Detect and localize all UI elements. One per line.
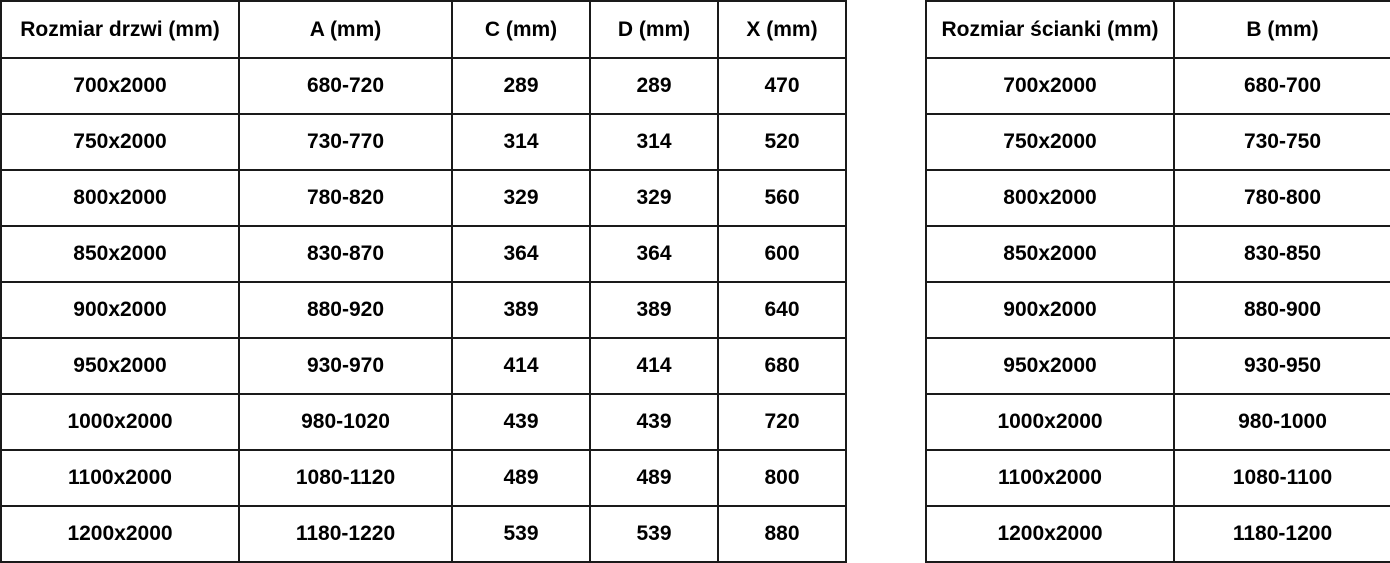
cell-wall-size: 1100x2000 xyxy=(926,450,1174,506)
cell-d: 414 xyxy=(590,338,718,394)
cell-c: 414 xyxy=(452,338,590,394)
cell-wall-size: 750x2000 xyxy=(926,114,1174,170)
cell-b: 930-950 xyxy=(1174,338,1390,394)
cell-b: 880-900 xyxy=(1174,282,1390,338)
cell-x: 520 xyxy=(718,114,846,170)
cell-a: 730-770 xyxy=(239,114,452,170)
cell-wall-size: 1200x2000 xyxy=(926,506,1174,562)
table-row xyxy=(1,450,846,506)
cell-c: 314 xyxy=(452,114,590,170)
table-row xyxy=(926,226,1390,282)
column-header-x: X (mm) xyxy=(718,1,846,58)
table-row xyxy=(1,58,846,114)
cell-door-size: 700x2000 xyxy=(1,58,239,114)
cell-a: 980-1020 xyxy=(239,394,452,450)
cell-door-size: 1100x2000 xyxy=(1,450,239,506)
cell-wall-size: 800x2000 xyxy=(926,170,1174,226)
doors-table-head xyxy=(1,1,846,58)
cell-c: 389 xyxy=(452,282,590,338)
column-header-b: B (mm) xyxy=(1174,1,1390,58)
cell-d: 329 xyxy=(590,170,718,226)
cell-c: 439 xyxy=(452,394,590,450)
table-row xyxy=(1,394,846,450)
cell-x: 680 xyxy=(718,338,846,394)
table-row xyxy=(1,114,846,170)
cell-a: 930-970 xyxy=(239,338,452,394)
cell-door-size: 1200x2000 xyxy=(1,506,239,562)
table-row xyxy=(926,114,1390,170)
table-row xyxy=(926,58,1390,114)
table-row xyxy=(1,338,846,394)
cell-a: 880-920 xyxy=(239,282,452,338)
cell-wall-size: 900x2000 xyxy=(926,282,1174,338)
table-row xyxy=(926,506,1390,562)
table-row xyxy=(1,170,846,226)
cell-b: 1080-1100 xyxy=(1174,450,1390,506)
cell-a: 780-820 xyxy=(239,170,452,226)
cell-wall-size: 700x2000 xyxy=(926,58,1174,114)
cell-a: 1080-1120 xyxy=(239,450,452,506)
cell-x: 470 xyxy=(718,58,846,114)
table-row xyxy=(1,282,846,338)
cell-c: 289 xyxy=(452,58,590,114)
cell-door-size: 1000x2000 xyxy=(1,394,239,450)
cell-a: 1180-1220 xyxy=(239,506,452,562)
table-row xyxy=(926,450,1390,506)
cell-c: 364 xyxy=(452,226,590,282)
column-header-wall-size: Rozmiar ścianki (mm) xyxy=(926,1,1174,58)
cell-c: 489 xyxy=(452,450,590,506)
cell-wall-size: 850x2000 xyxy=(926,226,1174,282)
table-row xyxy=(926,282,1390,338)
column-header-door-size: Rozmiar drzwi (mm) xyxy=(1,1,239,58)
cell-door-size: 900x2000 xyxy=(1,282,239,338)
wall-dimensions-table-wrapper xyxy=(925,0,1390,545)
table-header-row xyxy=(926,1,1390,58)
table-row xyxy=(1,226,846,282)
cell-d: 289 xyxy=(590,58,718,114)
wall-table-body xyxy=(926,58,1390,562)
column-header-d: D (mm) xyxy=(590,1,718,58)
cell-c: 539 xyxy=(452,506,590,562)
table-header-row xyxy=(1,1,846,58)
cell-a: 680-720 xyxy=(239,58,452,114)
cell-d: 389 xyxy=(590,282,718,338)
cell-c: 329 xyxy=(452,170,590,226)
cell-b: 730-750 xyxy=(1174,114,1390,170)
cell-d: 489 xyxy=(590,450,718,506)
table-row xyxy=(926,338,1390,394)
cell-b: 980-1000 xyxy=(1174,394,1390,450)
table-row xyxy=(1,506,846,562)
column-header-a: A (mm) xyxy=(239,1,452,58)
cell-b: 830-850 xyxy=(1174,226,1390,282)
table-row xyxy=(926,170,1390,226)
cell-x: 600 xyxy=(718,226,846,282)
cell-x: 640 xyxy=(718,282,846,338)
cell-wall-size: 950x2000 xyxy=(926,338,1174,394)
cell-x: 800 xyxy=(718,450,846,506)
cell-b: 680-700 xyxy=(1174,58,1390,114)
cell-a: 830-870 xyxy=(239,226,452,282)
cell-b: 780-800 xyxy=(1174,170,1390,226)
cell-d: 364 xyxy=(590,226,718,282)
cell-x: 880 xyxy=(718,506,846,562)
cell-d: 314 xyxy=(590,114,718,170)
cell-door-size: 800x2000 xyxy=(1,170,239,226)
wall-dimensions-table xyxy=(925,0,1390,563)
cell-b: 1180-1200 xyxy=(1174,506,1390,562)
table-row xyxy=(926,394,1390,450)
table-gap-divider xyxy=(845,0,925,541)
cell-x: 720 xyxy=(718,394,846,450)
cell-x: 560 xyxy=(718,170,846,226)
cell-d: 539 xyxy=(590,506,718,562)
doors-table-body xyxy=(1,58,846,562)
column-header-c: C (mm) xyxy=(452,1,590,58)
cell-door-size: 850x2000 xyxy=(1,226,239,282)
cell-d: 439 xyxy=(590,394,718,450)
cell-wall-size: 1000x2000 xyxy=(926,394,1174,450)
wall-table-head xyxy=(926,1,1390,58)
cell-door-size: 750x2000 xyxy=(1,114,239,170)
cell-door-size: 950x2000 xyxy=(1,338,239,394)
